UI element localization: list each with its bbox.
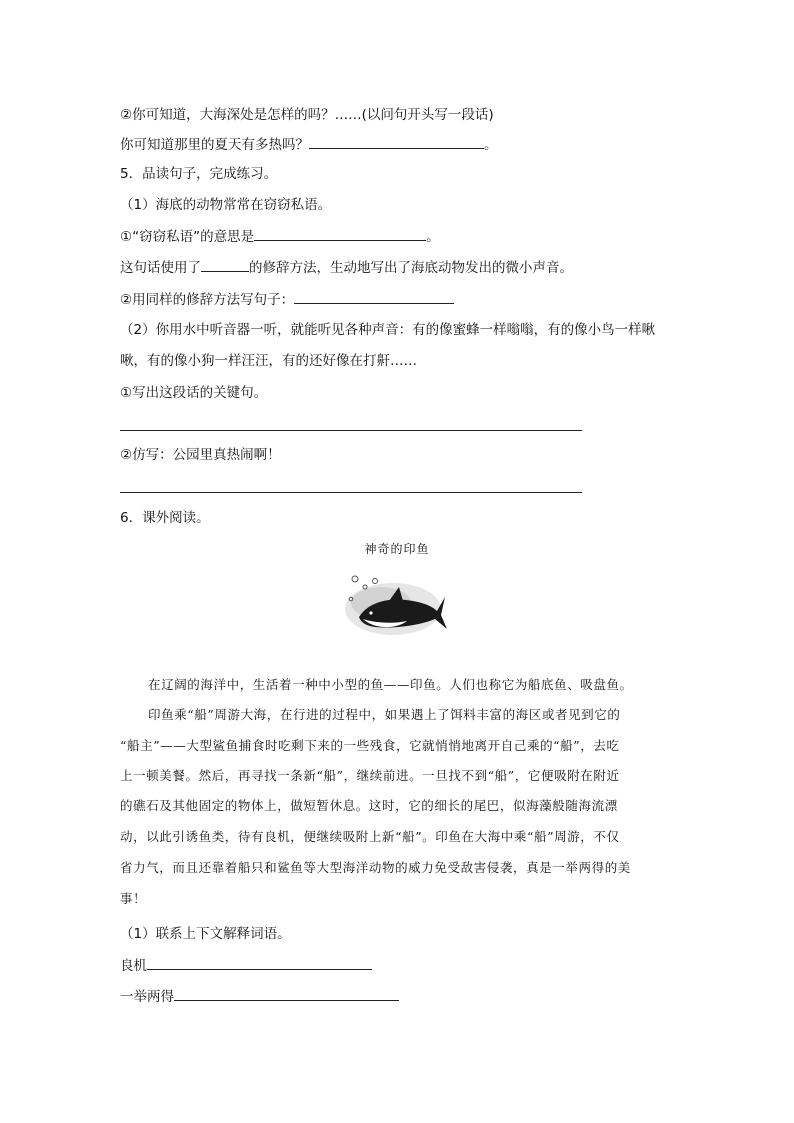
- q5-p1-sentence: [120, 258, 573, 277]
- q4-answer-end: 。: [484, 137, 498, 153]
- q6-term2-row: [120, 987, 399, 1006]
- q6-term2-blank[interactable]: [174, 987, 399, 1001]
- passage-line: 事！: [120, 891, 147, 906]
- q5-p1-item1-blank[interactable]: [254, 227, 426, 241]
- shark-illustration-icon: [341, 573, 449, 643]
- q5-part1: （1）海底的动物常常在窃窃私语。: [120, 197, 332, 213]
- q5-p1-sentence-blank[interactable]: [201, 258, 249, 272]
- passage-line: 在辽阔的海洋中，生活着一种中小型的鱼——印鱼。人们也称它为船底鱼、吸盘鱼。: [148, 677, 633, 692]
- q5-p1-item1-prompt: ①“窃窃私语”的意思是: [120, 229, 255, 245]
- q5-p1-sentence-post: 的修辞方法，生动地写出了海底动物发出的微小声音。: [249, 260, 573, 276]
- q6-term1-row: [120, 956, 372, 975]
- q4-answer-line: [120, 135, 498, 154]
- q5-p1-item2: [120, 290, 454, 309]
- q5-p1-item2-prompt: ②用同样的修辞方法写句子：: [120, 292, 295, 308]
- q6-part1: （1）联系上下文解释词语。: [120, 926, 291, 942]
- passage-line: 动，以此引诱鱼类，待有良机，便继续吸附上新“船”。印鱼在大海中乘“船”周游，不仅: [120, 829, 620, 844]
- passage-line: 上一顿美餐。然后，再寻找一条新“船”，继续前进。一旦找不到“船”，它便吸附在附近: [120, 768, 620, 783]
- q6-term1: 良机: [120, 958, 147, 974]
- q6-title: 6．课外阅读。: [120, 510, 210, 526]
- passage-line: 的礁石及其他固定的物体上，做短暂休息。这时，它的细长的尾巴，似海藻般随海流漂: [120, 798, 618, 813]
- passage-line: 印鱼乘“船”周游大海，在行进的过程中，如果遇上了饵料丰富的海区或者见到它的: [148, 707, 621, 722]
- q4-item2: ②你可知道，大海深处是怎样的吗？……(以问句开头写一段话): [120, 107, 494, 123]
- passage-line: 省力气，而且还靠着船只和鲨鱼等大型海洋动物的威力免受敌害侵袭，真是一举两得的美: [120, 860, 631, 875]
- q5-p1-item2-blank[interactable]: [294, 290, 454, 304]
- q6-term2: 一举两得: [120, 989, 174, 1005]
- passage-line: “船主”——大型鲨鱼捕食时吃剩下来的一些残食，它就悄悄地离开自己乘的“船”，去吃: [120, 738, 620, 753]
- q4-answer-prompt: 你可知道那里的夏天有多热吗？: [120, 137, 309, 153]
- q5-p2-item2-answer-line[interactable]: [120, 492, 582, 493]
- q5-title: 5．品读句子，完成练习。: [120, 166, 278, 182]
- q4-answer-blank[interactable]: [309, 135, 484, 149]
- q5-p1-sentence-pre: 这句话使用了: [120, 260, 201, 276]
- q5-p1-item1-end: 。: [426, 229, 440, 245]
- q6-term1-blank[interactable]: [147, 956, 372, 970]
- q5-p2-item1: ①写出这段话的关键句。: [120, 385, 268, 401]
- q5-p1-item1: [120, 227, 440, 246]
- q5-p2-item1-answer-line[interactable]: [120, 430, 582, 431]
- q5-part2-line2: 啾，有的像小狗一样汪汪，有的还好像在打鼾……: [120, 353, 417, 369]
- q5-p2-item2: ②仿写：公园里真热闹啊！: [120, 447, 281, 463]
- q5-part2-line1: （2）你用水中听音器一听，就能听见各种声音：有的像蜜蜂一样嗡嗡，有的像小鸟一样啾: [120, 322, 656, 338]
- passage-title: 神奇的印鱼: [364, 542, 430, 556]
